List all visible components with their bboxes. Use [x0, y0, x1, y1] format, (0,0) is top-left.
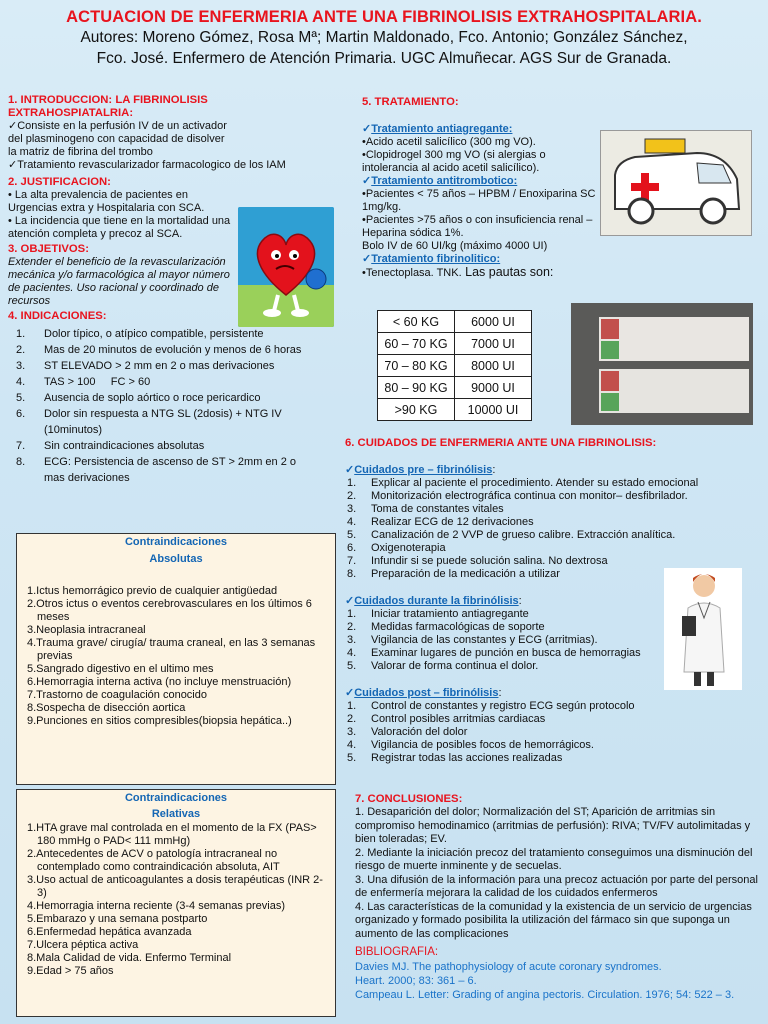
antiagregante-item: •Acido acetil salicílico (300 mg VO). — [362, 136, 536, 148]
cuidados-pre-list — [345, 477, 757, 581]
list-item: 6.Enfermedad hepática avanzada — [27, 926, 192, 938]
list-item: 5. Canalización de 2 VVP de grueso calibre. Extracción analítica. — [347, 529, 676, 541]
authors-line-2: Fco. José. Enfermero de Atención Primaria. UGC Almuñecar. AGS Sur de Granada. — [96, 50, 672, 67]
list-item: 1.HTA grave mal controlada en el momento de la FX (PAS> 180 mmHg o PAD< 111 mmHg) — [27, 822, 317, 847]
list-item: 6. Dolor sin respuesta a NTG SL (2dosis) + NTG IV (10minutos) — [16, 408, 282, 436]
list-item: 7.Trastorno de coagulación conocido — [27, 689, 207, 701]
justificacion-heading: 2. JUSTIFICACION: — [8, 176, 111, 188]
list-item: 5.Sangrado digestivo en el ultimo mes — [27, 663, 214, 675]
bibliografia-heading: BIBLIOGRAFIA: — [355, 946, 439, 958]
cuidados-pre-title: ✓Cuidados pre – fibrinólisis: — [345, 464, 496, 476]
antiagregante-item: •Clopidrogel 300 mg VO (si alergias o intolerancia al acido acetil salicílico). — [362, 149, 546, 174]
list-item: 1. Control de constantes y registro ECG según protocolo — [347, 700, 635, 712]
table-row — [378, 355, 532, 377]
list-item: 3. Valoración del dolor — [347, 726, 468, 738]
list-item: 2.Antecedentes de ACV o patología intracraneal no contemplado como contraindicación absoluta, AIT — [27, 848, 280, 873]
table-cell: 70 – 80 KG — [378, 355, 455, 377]
conclusion-item: 3. Una difusión de la información para una precoz actuación por parte del personal de enfermería mejorara la calidad de los cuidados enfermeros — [355, 873, 758, 899]
list-item: 5.Embarazo y una semana postparto — [27, 913, 208, 925]
poster-header — [0, 8, 768, 69]
bibliografia-item: Davies MJ. The pathophysiology of acute coronary syndromes. — [355, 961, 662, 973]
table-cell: 80 – 90 KG — [378, 377, 455, 399]
table-cell: 9000 UI — [455, 377, 532, 399]
list-item: 1. Explicar al paciente el procedimiento. Atender su estado emocional — [347, 477, 699, 489]
list-item: 8. Preparación de la medicación a utilizar — [347, 568, 560, 580]
list-item: 8.Mala Calidad de vida. Enfermo Terminal — [27, 952, 232, 964]
list-item: 4.Trauma grave/ cirugía/ trauma craneal, en las 3 semanas previas — [27, 637, 316, 662]
list-item: 1. Dolor típico, o atípico compatible, persistente — [16, 328, 264, 340]
list-item: 9.Edad > 75 años — [27, 965, 114, 977]
contraindicaciones-absolutas-list — [23, 585, 329, 728]
table-row — [378, 333, 532, 355]
table-cell: < 60 KG — [378, 311, 455, 333]
tratamiento-heading: 5. TRATAMIENTO: — [362, 96, 459, 108]
list-item: 6. Oxigenoterapia — [347, 542, 446, 554]
tratamiento-section — [362, 96, 598, 280]
conclusion-item: 4. Las características de la comunidad y la existencia de un servicio de urgencias organizado y formado posibilita la utilización del fármaco sin que suponga un aumento de las complicaciones — [355, 900, 752, 940]
antitrombotico-item: Bolo IV de 60 UI/kg (máximo 4000 UI) — [362, 240, 548, 252]
list-item: 7.Ulcera péptica activa — [27, 939, 139, 951]
intro-item: ✓Tratamiento revascularizador farmacologico de los IAM — [8, 159, 286, 171]
list-item: 2. Monitorización electrográfica continua con monitor– desfibrilador. — [347, 490, 688, 502]
conclusion-item: 1. Desaparición del dolor; Normalización del ST; Aparición de arritmias sin compromiso hemodinamico (arritmias de perfusión): RIVA; TV/FV autolimitadas y bien toleradas; EV. — [355, 806, 751, 845]
list-item: 3. ST ELEVADO > 2 mm en 2 o mas derivaciones — [16, 360, 275, 372]
contraindicaciones-relativas-box — [16, 789, 336, 1017]
list-item: 1. Iniciar tratamiento antiagregante — [347, 608, 529, 620]
table-row — [378, 377, 532, 399]
list-item: 2. Medidas farmacológicas de soporte — [347, 621, 545, 633]
indicaciones-heading: 4. INDICACIONES: — [8, 310, 107, 322]
list-item: 3.Neoplasia intracraneal — [27, 624, 146, 636]
list-item: 4.Hemorragia interna reciente (3-4 semanas previas) — [27, 900, 286, 912]
poster-title: ACTUACION DE ENFERMERIA ANTE UNA FIBRINOLISIS EXTRAHOSPITALARIA. — [66, 8, 702, 26]
fibrinolitico-title: ✓Tratamiento fibrinolitico: — [362, 253, 501, 265]
list-item: 4. Examinar lugares de punción en busca de hemorragias — [347, 647, 641, 659]
authors-line-1: Autores: Moreno Gómez, Rosa Mª; Martin Maldonado, Fco. Antonio; González Sánchez, — [80, 29, 688, 46]
list-item: 5. Ausencia de soplo aórtico o roce pericardico — [16, 392, 261, 404]
list-item: 2.Otros ictus o eventos cerebrovasculares en los últimos 6 meses — [27, 598, 312, 623]
bibliografia-item: Heart. 2000; 83: 361 – 6. — [355, 975, 477, 987]
list-item: 3.Uso actual de anticoagulantes a dosis terapéuticas (INR 2- 3) — [27, 874, 323, 899]
cuidados-post-list — [345, 700, 757, 765]
indicaciones-list — [8, 326, 318, 486]
table-cell: 60 – 70 KG — [378, 333, 455, 355]
table-cell: 6000 UI — [455, 311, 532, 333]
list-item: 5. Valorar de forma continua el dolor. — [347, 660, 539, 672]
list-item: 7. Infundir si se puede solución salina. No dextrosa — [347, 555, 608, 567]
objetivos-text: Extender el beneficio de la revascularización mecánica y/o farmacológica al mayor número de pacientes. Uso racional y coordinado de recursos — [8, 256, 230, 307]
antitrombotico-title: ✓Tratamiento antitrombotico: — [362, 175, 518, 187]
drug-package-image — [571, 303, 753, 425]
justificacion-item: • La alta prevalencia de pacientes en Urgencias extra y Hospitalaria con SCA. — [8, 189, 205, 214]
ambulance-image — [600, 130, 752, 236]
table-row — [378, 311, 532, 333]
conclusiones-section — [355, 793, 759, 1002]
list-item: 6.Hemorragia interna activa (no incluye menstruación) — [27, 676, 292, 688]
list-item: 3. Toma de constantes vitales — [347, 503, 504, 515]
cuidados-heading: 6. CUIDADOS DE ENFERMERIA ANTE UNA FIBRINOLISIS: — [345, 437, 657, 449]
cuidados-post-title: ✓Cuidados post – fibrinólisis: — [345, 687, 502, 699]
contraindicaciones-relativas-list — [23, 822, 329, 978]
fibrinolitico-item: •Tenectoplasa. TNK. Las pautas son: — [362, 265, 554, 279]
cuidados-durante-title: ✓Cuidados durante la fibrinólisis: — [345, 595, 522, 607]
objetivos-heading: 3. OBJETIVOS: — [8, 243, 89, 255]
list-item: 2. Control posibles arritmias cardiacas — [347, 713, 546, 725]
list-item: 4. Realizar ECG de 12 derivaciones — [347, 516, 534, 528]
pautas-table — [377, 310, 532, 421]
box-subheading: Absolutas — [149, 553, 203, 565]
conclusion-item: 2. Mediante la iniciación precoz del tratamiento conseguimos una disminución del riesgo de muerte inminente y de secuelas. — [355, 846, 753, 872]
table-cell: >90 KG — [378, 399, 455, 421]
antitrombotico-item: •Pacientes >75 años o con insuficiencia renal – Heparina sódica 1%. — [362, 214, 593, 239]
box-heading: Contraindicaciones — [124, 792, 228, 804]
list-item: 3. Vigilancia de las constantes y ECG (arritmias). — [347, 634, 598, 646]
list-item: 9.Punciones en sitios compresibles(biopsia hepática..) — [27, 715, 292, 727]
list-item: 4. Vigilancia de posibles focos de hemorrágicos. — [347, 739, 594, 751]
list-item: 4. TAS > 100 FC > 60 — [16, 376, 151, 388]
table-cell: 8000 UI — [455, 355, 532, 377]
bibliografia-item: Campeau L. Letter: Grading of angina pectoris. Circulation. 1976; 54: 522 – 3. — [355, 989, 735, 1001]
antiagregante-title: ✓Tratamiento antiagregante: — [362, 123, 513, 135]
intro-heading: 1. INTRODUCCION: LA FIBRINOLISIS EXTRAHOSPIATALRIA: — [8, 94, 208, 119]
box-heading: Contraindicaciones — [124, 536, 228, 548]
table-cell: 10000 UI — [455, 399, 532, 421]
list-item: 5. Registrar todas las acciones realizadas — [347, 752, 563, 764]
list-item: 1.Ictus hemorrágico previo de cualquier antigüedad — [27, 585, 278, 597]
contraindicaciones-absolutas-box — [16, 533, 336, 785]
list-item: 2. Mas de 20 minutos de evolución y menos de 6 horas — [16, 344, 302, 356]
list-item: 8.Sospecha de disección aortica — [27, 702, 186, 714]
list-item: 8. ECG: Persistencia de ascenso de ST > 2mm en 2 o mas derivaciones — [16, 456, 297, 484]
list-item: 7. Sin contraindicaciones absolutas — [16, 440, 205, 452]
heart-mascot-image — [238, 207, 334, 327]
conclusiones-heading: 7. CONCLUSIONES: — [355, 793, 463, 805]
nurse-image — [664, 568, 742, 690]
table-cell: 7000 UI — [455, 333, 532, 355]
table-row — [378, 399, 532, 421]
box-subheading: Relativas — [151, 808, 201, 820]
antitrombotico-item: •Pacientes < 75 años – HPBM / Enoxiparina SC 1mg/kg. — [362, 188, 596, 213]
intro-item: ✓Consiste en la perfusión IV de un activador del plasminogeno con capacidad de disolver la matriz de fibrina del trombo — [8, 120, 227, 158]
justificacion-item: • La incidencia que tiene en la mortalidad una atención completa y precoz al SCA. — [8, 215, 231, 240]
